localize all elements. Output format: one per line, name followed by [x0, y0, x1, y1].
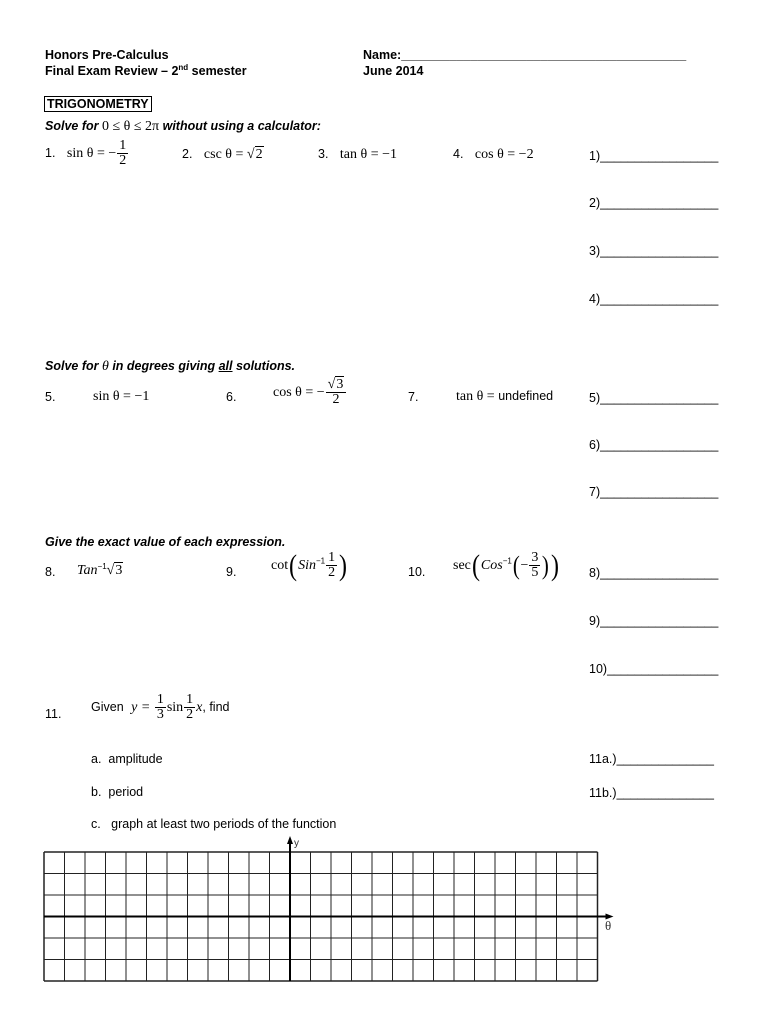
problem-11c: c. graph at least two periods of the function — [91, 817, 337, 831]
answer-3[interactable]: 3)_________________ — [589, 244, 719, 258]
answer-10[interactable]: 10)________________ — [589, 662, 719, 676]
answer-11b[interactable]: 11b.)______________ — [589, 786, 714, 800]
problem-7: tan θ = undefined — [456, 389, 554, 404]
problem-4: 4. cos θ = −2 — [453, 147, 534, 162]
problem-2: 2. csc θ = √2 — [182, 147, 263, 162]
problem-11: Given y = $\frac{1}{3}$ sin $\frac{1}{2}$ x, find — [91, 692, 230, 722]
answer-2[interactable]: 2)_________________ — [589, 196, 719, 210]
y-axis-label: y — [294, 838, 299, 849]
problem-1: 1. sin θ = − $\frac{1}{2}$ — [45, 138, 127, 168]
problem-8: Tan$^{-1}$√3 — [77, 561, 123, 578]
problem-5: sin θ = −1 — [93, 389, 150, 404]
problem-6: cos θ = − $\frac{√3}{2}$ — [273, 378, 347, 407]
answer-4[interactable]: 4)_________________ — [589, 292, 719, 306]
answer-5[interactable]: 5)_________________ — [589, 391, 719, 405]
part1-instructions: Solve for 0 ≤ θ ≤ 2π without using a calculator: — [45, 119, 321, 134]
y-axis-arrow — [287, 836, 293, 844]
x-axis-label: θ — [605, 918, 612, 933]
problem-11a: a. amplitude — [91, 752, 163, 766]
exam-date: June 2014 — [363, 64, 424, 78]
problem-5-number: 5. — [45, 390, 56, 404]
name-field: Name:_________________________________________ — [363, 48, 687, 62]
part2-instructions: Solve for θ in degrees giving all solutions. — [45, 359, 296, 374]
answer-8[interactable]: 8)_________________ — [589, 566, 719, 580]
part3-instructions: Give the exact value of each expression. — [45, 535, 286, 549]
answer-6[interactable]: 6)_________________ — [589, 438, 719, 452]
problem-10: sec(Cos$^{-1}$(− $\frac{3}{5}$ )) — [453, 548, 560, 582]
problem-6-number: 6. — [226, 390, 237, 404]
answer-11a[interactable]: 11a.)______________ — [589, 752, 714, 766]
graph-grid[interactable] — [38, 834, 618, 986]
problem-9-number: 9. — [226, 565, 237, 579]
answer-7[interactable]: 7)_________________ — [589, 485, 719, 499]
problem-10-number: 10. — [408, 565, 426, 579]
course-title: Honors Pre-Calculus — [45, 48, 169, 62]
problem-11-number: 11. — [45, 707, 62, 721]
exam-title: Final Exam Review – 2nd semester — [45, 62, 247, 78]
problem-3: 3. tan θ = −1 — [318, 147, 398, 162]
answer-9[interactable]: 9)_________________ — [589, 614, 719, 628]
section-title: TRIGONOMETRY — [44, 97, 152, 111]
problem-11b: b. period — [91, 785, 144, 799]
problem-9: cot(Sin$^{-1}$ $\frac{1}{2}$ ) — [271, 548, 348, 582]
problem-7-number: 7. — [408, 390, 419, 404]
answer-1[interactable]: 1)_________________ — [589, 149, 719, 163]
problem-8-number: 8. — [45, 565, 56, 579]
